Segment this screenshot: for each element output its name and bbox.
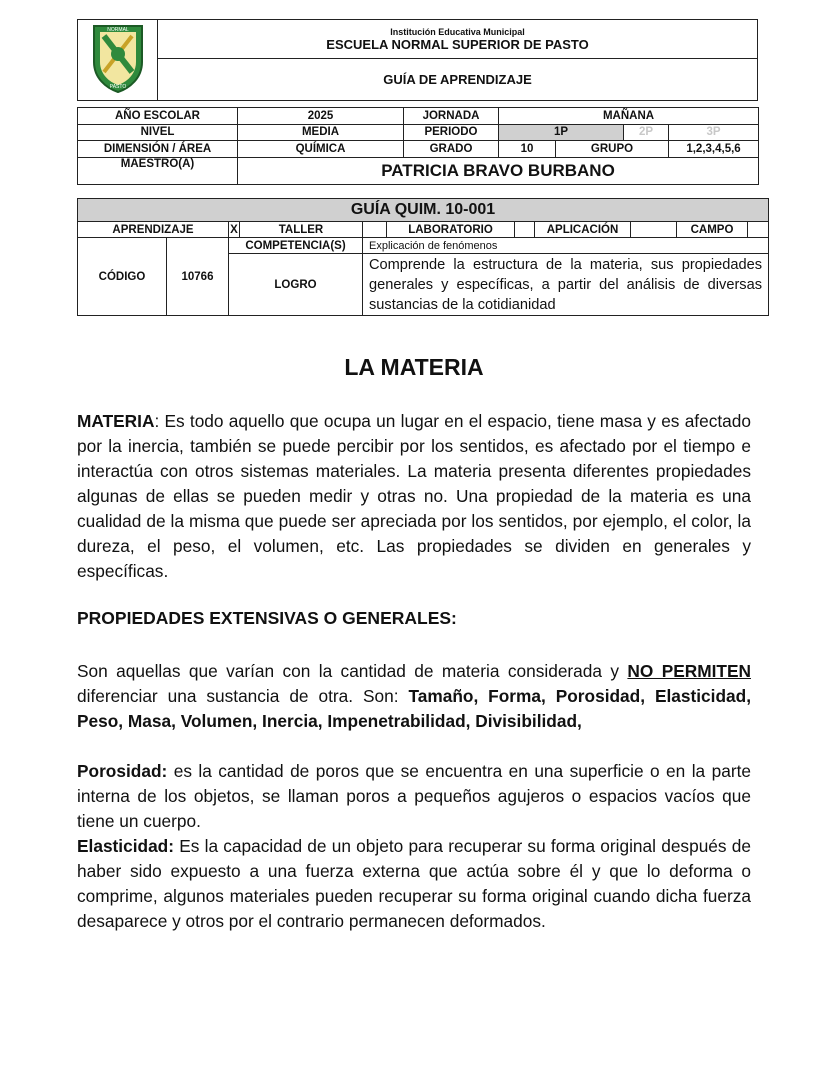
type-aprendizaje: APRENDIZAJE — [78, 222, 229, 238]
elasticidad-definition: Es la capacidad de un objeto para recuperar su forma original después de haber sido expuesto a una fuerza externa que actúa sobre él y que lo deforma o comprime, algunos materiales pueden recuperar su forma original cuando dicha fuerza desaparece y otros por el contrario permanecen deformados. — [77, 836, 751, 931]
elasticidad-term: Elasticidad: — [77, 836, 174, 856]
area-value: QUÍMICA — [238, 141, 404, 158]
grade-value: 10 — [499, 141, 556, 158]
guide-title: GUÍA QUIM. 10-001 — [78, 199, 769, 222]
code-label: CÓDIGO — [78, 238, 167, 316]
period-1: 1P — [499, 124, 624, 141]
teacher-label: MAESTRO(A) — [78, 158, 238, 185]
type-campo: CAMPO — [677, 222, 748, 238]
level-label: NIVEL — [78, 124, 238, 141]
type-campo-mark — [748, 222, 769, 238]
general-properties-text-2: diferenciar una sustancia de otra. Son: — [77, 686, 409, 706]
svg-text:NORMAL: NORMAL — [106, 26, 129, 33]
competence-label: COMPETENCIA(S) — [229, 238, 363, 254]
competence-value: Explicación de fenómenos — [363, 238, 769, 254]
period-3: 3P — [669, 124, 759, 141]
achievement-label: LOGRO — [229, 254, 363, 316]
grade-label: GRADO — [404, 141, 499, 158]
shift-label: JORNADA — [404, 108, 499, 125]
section-heading: PROPIEDADES EXTENSIVAS O GENERALES: — [77, 608, 457, 628]
guide-type: GUÍA DE APRENDIZAJE — [158, 59, 758, 101]
paragraph-elasticidad — [77, 834, 751, 934]
school-logo-cell — [78, 20, 158, 101]
guide-table — [77, 198, 769, 316]
school-shield-logo — [90, 22, 146, 94]
porosidad-term: Porosidad: — [77, 761, 168, 781]
type-aplicacion-mark — [631, 222, 677, 238]
type-aprendizaje-mark: X — [230, 223, 238, 236]
code-value: 10766 — [167, 238, 229, 316]
page-title: LA MATERIA — [344, 354, 484, 380]
teacher-name: PATRICIA BRAVO BURBANO — [238, 158, 759, 185]
no-permiten-emphasis: NO PERMITEN — [627, 661, 751, 681]
group-value: 1,2,3,4,5,6 — [669, 141, 759, 158]
materia-term: MATERIA — [77, 411, 155, 431]
level-value: MEDIA — [238, 124, 404, 141]
period-label: PERIODO — [404, 124, 499, 141]
type-taller: TALLER — [240, 222, 363, 238]
materia-definition: : Es todo aquello que ocupa un lugar en el espacio, tiene masa y es afectado por la inercia, también se puede percibir por los sentidos, es afectado por el tiempo e interactúa con otros sistemas materiales. La materia presenta diferentes propiedades algunas de ellas se pueden medir y otras no. Una propiedad de la materia es una cualidad de la misma que puede ser apreciada por los sentidos, por ejemplo, el color, la dureza, el peso, el volumen, etc. Las propiedades se dividen en generales y específicas. — [77, 411, 751, 581]
shift-value: MAÑANA — [499, 108, 759, 125]
group-label: GRUPO — [556, 141, 669, 158]
info-table — [77, 107, 759, 185]
area-label: DIMENSIÓN / ÁREA — [78, 141, 238, 158]
paragraph-porosidad — [77, 759, 751, 834]
year-value: 2025 — [238, 108, 404, 125]
porosidad-definition: es la cantidad de poros que se encuentra en una superficie o en la parte interna de los objetos, se llaman poros a pequeños agujeros o espacios vacíos que tiene un cuerpo. — [77, 761, 751, 831]
general-properties-text: Son aquellas que varían con la cantidad de materia considerada y — [77, 661, 628, 681]
paragraph-general-properties — [77, 659, 751, 734]
svg-text:PASTO: PASTO — [109, 83, 126, 90]
properties-list: Tamaño, Forma, Porosidad, Elasticidad, Peso, Masa, Volumen, Inercia, Impenetrabilidad, Divisibilidad, — [77, 686, 751, 731]
paragraph-materia — [77, 409, 751, 584]
school-name: ESCUELA NORMAL SUPERIOR DE PASTO — [326, 36, 589, 52]
type-laboratorio-mark — [515, 222, 535, 238]
period-2: 2P — [624, 124, 669, 141]
type-taller-mark — [363, 222, 387, 238]
year-label: AÑO ESCOLAR — [78, 108, 238, 125]
document-header — [77, 19, 758, 101]
school-name-cell — [158, 20, 758, 59]
institution-label: Institución Educativa Municipal — [390, 26, 525, 37]
type-laboratorio: LABORATORIO — [387, 222, 515, 238]
type-aplicacion: APLICACIÓN — [535, 222, 631, 238]
achievement-value: Comprende la estructura de la materia, sus propiedades generales y específicas, a partir del análisis de diversas sustancias de la cotidianidad — [363, 254, 769, 316]
